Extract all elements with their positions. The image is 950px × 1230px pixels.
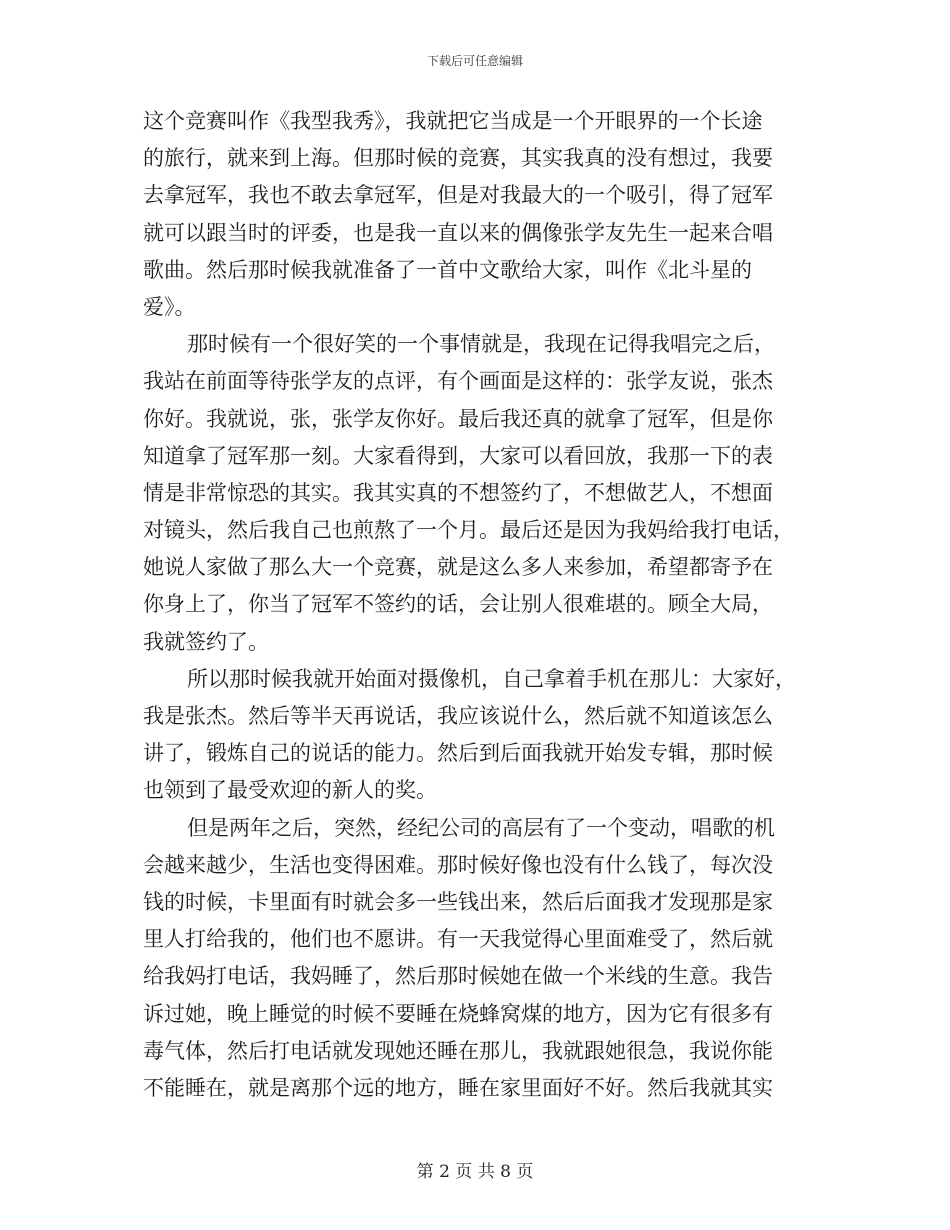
text-line: 的旅行，就来到上海。但那时候的竞赛，其实我真的没有想过，我要 bbox=[143, 146, 773, 171]
text-line: 去拿冠军，我也不敢去拿冠军，但是对我最大的一个吸引，得了冠军 bbox=[143, 183, 773, 208]
text-line: 知道拿了冠军那一刻。大家看得到，大家可以看回放，我那一下的表 bbox=[143, 443, 773, 468]
text-line: 我站在前面等待张学友的点评，有个画面是这样的：张学友说，张杰 bbox=[143, 369, 773, 394]
text-line: 你身上了，你当了冠军不签约的话，会让别人很难堪的。顾全大局， bbox=[143, 592, 773, 617]
page-footer: 第 2 页 共 8 页 bbox=[416, 1162, 534, 1182]
page-header: 下载后可任意编辑 bbox=[426, 54, 523, 68]
text-line: 爱》。 bbox=[143, 294, 196, 319]
text-line: 钱的时候，卡里面有时就会多一些钱出来，然后后面我才发现那是家 bbox=[143, 889, 773, 914]
text-line: 我就签约了。 bbox=[143, 629, 269, 654]
text-line: 歌曲。然后那时候我就准备了一首中文歌给大家，叫作《北斗星的 bbox=[143, 257, 752, 282]
text-line: 不能睡在，就是离那个远的地方，睡在家里面好不好。然后我就其实 bbox=[143, 1075, 773, 1100]
text-line: 讲了，锻炼自己的说话的能力。然后到后面我就开始发专辑，那时候 bbox=[143, 741, 773, 766]
text-line: 所以那时候我就开始面对摄像机，自己拿着手机在那儿：大家好， bbox=[187, 666, 796, 691]
text-line: 情是非常惊恐的其实。我其实真的不想签约了，不想做艺人，不想面 bbox=[143, 480, 773, 505]
text-line: 你好。我就说，张，张学友你好。最后我还真的就拿了冠军，但是你 bbox=[143, 406, 773, 431]
text-line: 诉过她，晚上睡觉的时候不要睡在烧蜂窝煤的地方，因为它有很多有 bbox=[143, 1001, 773, 1026]
text-line: 给我妈打电话，我妈睡了，然后那时候她在做一个米线的生意。我告 bbox=[143, 964, 773, 989]
text-line: 里人打给我的，他们也不愿讲。有一天我觉得心里面难受了，然后就 bbox=[143, 927, 773, 952]
text-line: 也领到了最受欢迎的新人的奖。 bbox=[143, 778, 437, 803]
text-line: 那时候有一个很好笑的一个事情就是，我现在记得我唱完之后， bbox=[187, 332, 775, 357]
text-line: 但是两年之后，突然，经纪公司的高层有了一个变动，唱歌的机 bbox=[187, 815, 775, 840]
text-line: 她说人家做了那么大一个竞赛，就是这么多人来参加，希望都寄予在 bbox=[143, 555, 773, 580]
text-line: 就可以跟当时的评委，也是我一直以来的偶像张学友先生一起来合唱 bbox=[143, 220, 773, 245]
text-line: 这个竞赛叫作《我型我秀》，我就把它当成是一个开眼界的一个长途 bbox=[143, 109, 763, 133]
text-line: 我是张杰。然后等半天再说话，我应该说什么，然后就不知道该怎么 bbox=[143, 704, 773, 728]
text-line: 对镜头，然后我自己也煎熬了一个月。最后还是因为我妈给我打电话， bbox=[143, 518, 794, 543]
text-line: 毒气体，然后打电话就发现她还睡在那儿，我就跟她很急，我说你能 bbox=[143, 1038, 773, 1063]
text-line: 会越来越少，生活也变得困难。那时候好像也没有什么钱了，每次没 bbox=[143, 852, 773, 877]
document-body bbox=[143, 103, 808, 1107]
